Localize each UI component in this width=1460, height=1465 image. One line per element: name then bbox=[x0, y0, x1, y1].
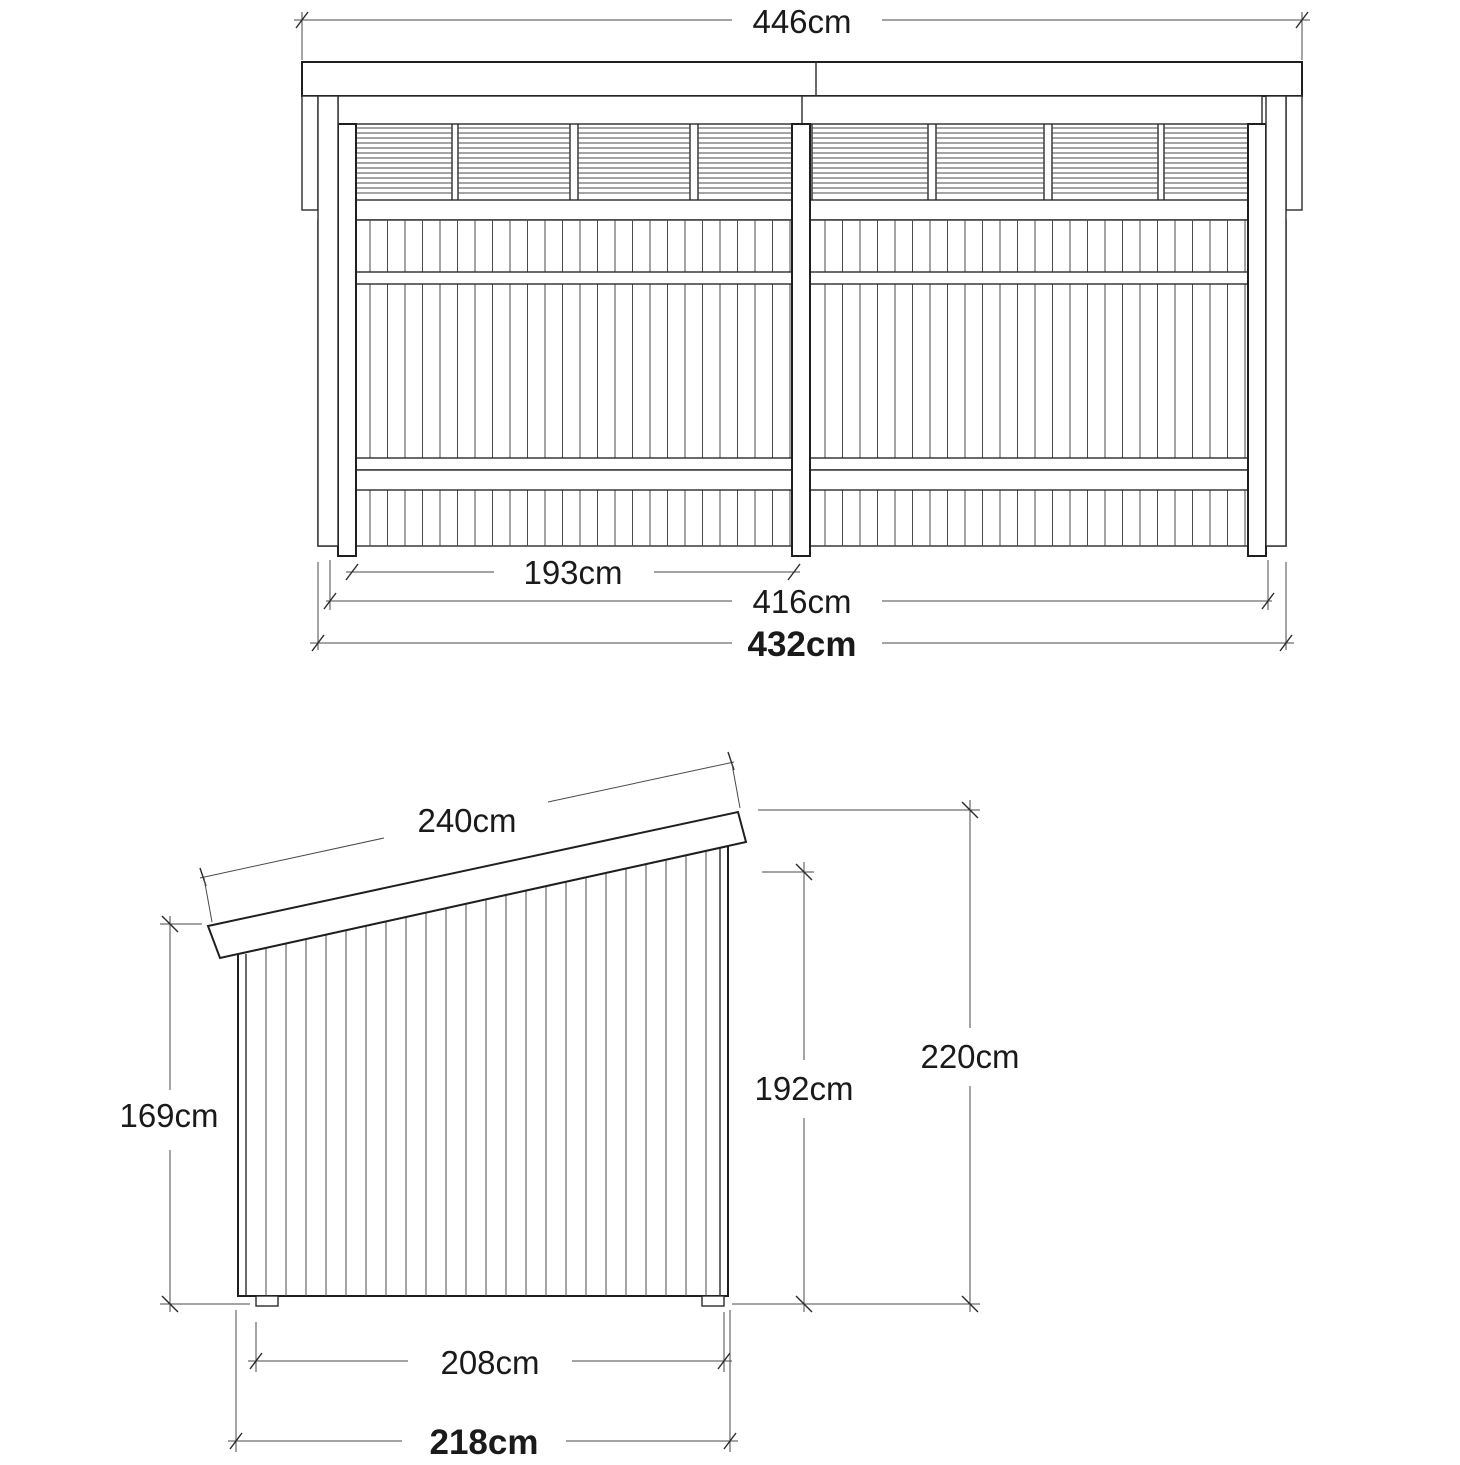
label-post-spacing: 193cm bbox=[523, 554, 623, 591]
label-low-height: 169cm bbox=[119, 1097, 219, 1134]
label-inner-width: 416cm bbox=[752, 583, 852, 620]
label-roof-width: 446cm bbox=[752, 3, 852, 40]
label-high-height: 192cm bbox=[754, 1070, 854, 1107]
dim-line-roof-length bbox=[548, 762, 734, 802]
front-roof-fascia bbox=[302, 62, 1302, 96]
roof-overhang-left bbox=[302, 96, 318, 210]
side-edge-left bbox=[318, 96, 338, 546]
ext-line bbox=[204, 878, 212, 922]
post-left bbox=[338, 124, 356, 556]
foot-left bbox=[256, 1296, 278, 1306]
label-outer-depth: 218cm bbox=[429, 1423, 539, 1460]
side-view bbox=[208, 812, 746, 1306]
label-outer-width: 432cm bbox=[747, 625, 857, 664]
side-edge-right bbox=[1266, 96, 1286, 546]
dim-line-roof-length bbox=[200, 838, 384, 878]
front-view bbox=[302, 62, 1302, 556]
roof-overhang-right bbox=[1286, 96, 1302, 210]
foot-right bbox=[702, 1296, 724, 1306]
top-beam bbox=[338, 96, 1262, 124]
label-total-height: 220cm bbox=[920, 1038, 1020, 1075]
label-roof-length: 240cm bbox=[417, 802, 517, 839]
label-inner-depth: 208cm bbox=[440, 1344, 540, 1381]
ext-line bbox=[732, 764, 740, 808]
post-center bbox=[792, 124, 810, 556]
post-right bbox=[1248, 124, 1266, 556]
